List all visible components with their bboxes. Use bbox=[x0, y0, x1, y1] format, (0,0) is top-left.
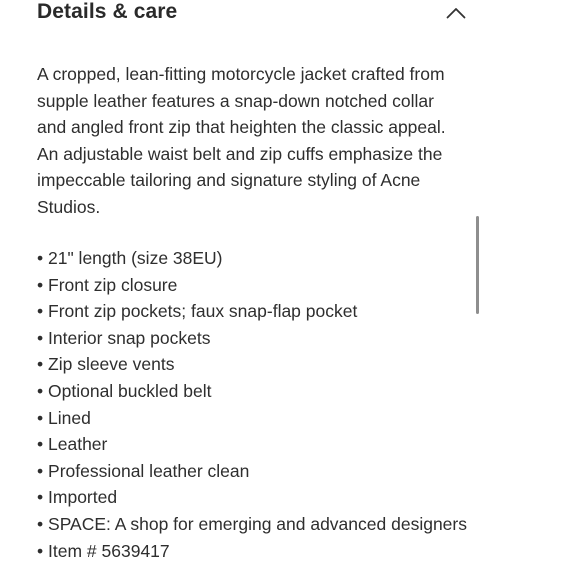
chevron-up-icon[interactable] bbox=[445, 5, 467, 21]
feature-text: Zip sleeve vents bbox=[48, 354, 175, 375]
feature-item bbox=[37, 458, 467, 485]
feature-text: 21" length (size 38EU) bbox=[48, 248, 223, 268]
feature-text: Professional leather clean bbox=[48, 460, 250, 481]
feature-text: Interior snap pockets bbox=[48, 327, 211, 348]
feature-item bbox=[37, 351, 467, 378]
feature-item bbox=[37, 378, 467, 405]
feature-item bbox=[37, 405, 467, 432]
bullet-icon: • bbox=[37, 407, 44, 428]
feature-item bbox=[37, 272, 467, 299]
feature-item bbox=[37, 325, 467, 352]
feature-text: Imported bbox=[48, 487, 118, 508]
feature-item bbox=[37, 431, 467, 458]
feature-text: Lined bbox=[48, 407, 91, 428]
feature-text: Item # 5639417 bbox=[48, 540, 170, 561]
bullet-icon: • bbox=[37, 487, 44, 508]
feature-item bbox=[37, 538, 467, 565]
feature-item bbox=[37, 511, 467, 538]
bullet-icon: • bbox=[37, 248, 44, 268]
bullet-icon: • bbox=[37, 274, 44, 295]
details-care-toggle[interactable] bbox=[37, 0, 467, 28]
feature-text: SPACE: A shop for emerging and advanced designers bbox=[48, 513, 467, 534]
feature-text: Optional buckled belt bbox=[48, 380, 212, 401]
feature-item bbox=[37, 484, 467, 511]
feature-list bbox=[37, 245, 467, 564]
feature-text: Front zip pockets; faux snap-flap pocket bbox=[48, 301, 358, 322]
bullet-icon: • bbox=[37, 301, 44, 322]
bullet-icon: • bbox=[37, 540, 44, 561]
feature-item bbox=[37, 298, 467, 325]
bullet-icon: • bbox=[37, 513, 44, 534]
section-title: Details & care bbox=[37, 0, 178, 23]
feature-text: Front zip closure bbox=[48, 274, 178, 295]
product-description: A cropped, lean-fitting motorcycle jacket crafted from supple leather features a snap-down notched collar and angled front zip that heighten the classic appeal. An adjustable waist belt and zip cuffs emphasize the impeccable tailoring and signature styling of Acne Studios. bbox=[37, 64, 446, 217]
feature-item bbox=[37, 245, 467, 272]
bullet-icon: • bbox=[37, 460, 44, 481]
bullet-icon: • bbox=[37, 354, 44, 375]
bullet-icon: • bbox=[37, 380, 44, 401]
feature-text: Leather bbox=[48, 434, 108, 455]
bullet-icon: • bbox=[37, 434, 44, 455]
scrollbar-thumb[interactable] bbox=[476, 216, 479, 314]
bullet-icon: • bbox=[37, 327, 44, 348]
